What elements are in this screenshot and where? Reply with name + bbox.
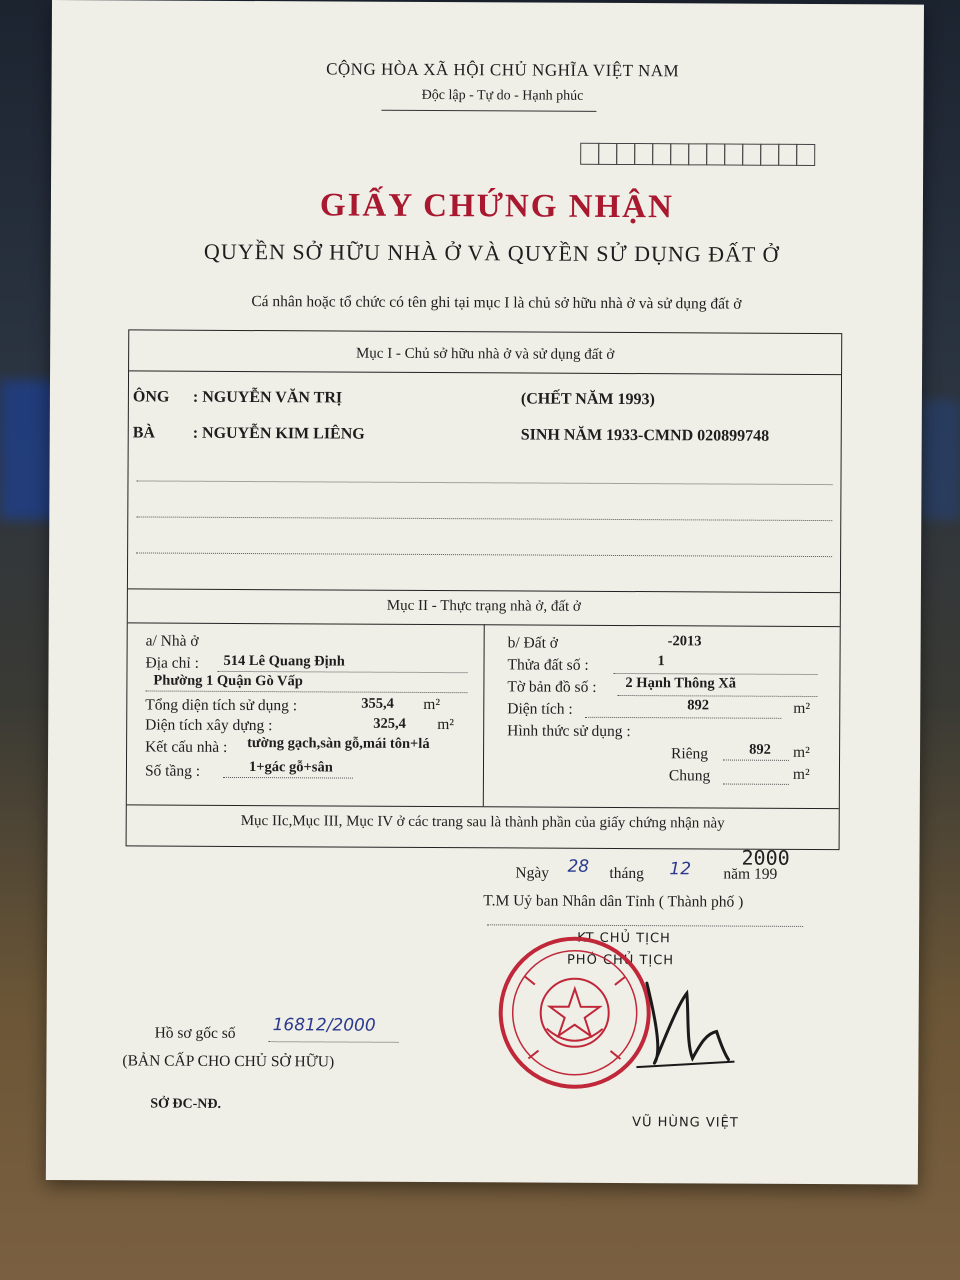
owner-2-title: BÀ	[132, 424, 156, 442]
handwritten-signature	[616, 963, 737, 1074]
usage-label: Hình thức sử dụng :	[507, 722, 631, 741]
certificate-subtitle: QUYỀN SỞ HỮU NHÀ Ở VÀ QUYỀN SỬ DỤNG ĐẤT Ở	[203, 238, 780, 267]
house-address-value-2: Phường 1 Quận Gò Vấp	[153, 672, 303, 690]
house-address-label: Địa chỉ :	[145, 654, 199, 672]
handwritten-year: 2000	[741, 845, 790, 870]
date-prefix: Ngày	[515, 864, 550, 882]
floors-dotline	[223, 777, 353, 779]
owner-blank-line-1	[136, 480, 832, 485]
section-1-heading: Mục I - Chủ sở hữu nhà ở và sử dụng đất ở	[355, 345, 615, 363]
lot-label: Thửa đất số :	[507, 656, 589, 674]
build-area-unit: m²	[437, 716, 454, 734]
map-label: Tờ bản đồ số :	[507, 678, 597, 696]
house-heading: a/ Nhà ở	[145, 632, 199, 650]
shared-label: Chung	[668, 767, 711, 785]
owner-blank-line-2	[136, 516, 832, 521]
section-2-heading: Mục II - Thực trạng nhà ở, đất ở	[386, 597, 581, 615]
structure-value: tường gạch,sàn gỗ,mái tôn+lá	[247, 735, 430, 752]
build-area-label: Diện tích xây dựng :	[145, 716, 273, 735]
certificate-title: GIẤY CHỨNG NHẬN	[319, 187, 674, 226]
total-area-label: Tổng diện tích sử dụng :	[145, 696, 298, 715]
shared-unit: m²	[792, 765, 810, 783]
signer-role-1: KT CHỦ TỊCH	[577, 930, 671, 947]
owner-2-name: : NGUYỄN KIM LIÊNG	[192, 424, 365, 443]
structure-label: Kết cấu nhà :	[145, 738, 228, 756]
owner-1-title: ÔNG	[132, 388, 170, 406]
continuation-note: Mục IIc,Mục III, Mục IV ở các trang sau là thành phần của giấy chứng nhận này	[240, 812, 725, 832]
land-area-unit: m²	[793, 699, 811, 717]
land-area-value: 892	[687, 697, 710, 714]
owner-1-note: (CHẾT NĂM 1993)	[520, 390, 655, 409]
total-area-unit: m²	[423, 695, 441, 714]
serial-number-boxes	[581, 143, 815, 166]
floors-label: Số tầng :	[144, 762, 201, 780]
private-unit: m²	[793, 743, 810, 761]
floors-value: 1+gác gỗ+sân	[248, 759, 333, 776]
private-value: 892	[749, 741, 771, 758]
private-dotline	[723, 760, 789, 761]
build-area-value: 325,4	[373, 715, 406, 732]
section-2-top-divider	[128, 588, 840, 593]
date-month: 12	[669, 859, 692, 880]
address-dotline-2	[145, 690, 467, 693]
issuing-authority: T.M Uỷ ban Nhân dân Tỉnh ( Thành phố )	[483, 892, 744, 911]
department-stamp: SỞ ĐC-NĐ.	[150, 1096, 222, 1112]
house-address-value: 514 Lê Quang Định	[223, 652, 345, 670]
copy-note: (BẢN CẤP CHO CHỦ SỞ HỮU)	[122, 1052, 335, 1071]
national-name: CỘNG HÒA XÃ HỘI CHỦ NGHĨA VIỆT NAM	[326, 59, 680, 81]
shared-dotline	[723, 784, 789, 785]
national-motto: Độc lập - Tự do - Hạnh phúc	[421, 87, 584, 104]
section-1-divider	[129, 370, 841, 375]
background-blue-object-right	[920, 400, 960, 520]
section-2-column-divider	[483, 624, 485, 806]
original-file-label: Hồ sơ gốc số	[154, 1024, 236, 1042]
owner-2-note: SINH NĂM 1933-CMND 020899748	[520, 426, 770, 445]
total-area-value: 355,4	[361, 695, 394, 712]
owner-blank-line-3	[136, 552, 832, 557]
date-year-label: năm 199	[723, 865, 778, 883]
land-area-label: Diện tích :	[507, 700, 573, 718]
land-area-dotline	[585, 717, 781, 719]
map-value: 2 Hạnh Thông Xã	[625, 675, 737, 692]
certificate-frame	[126, 329, 843, 850]
signer-role-2: PHÓ CHỦ TỊCH	[566, 952, 675, 969]
owner-1-name: : NGUYỄN VĂN TRỊ	[192, 388, 343, 407]
file-dotline	[269, 1041, 399, 1043]
certificate-paper	[46, 0, 924, 1185]
motto-underline	[381, 110, 596, 112]
date-day: 28	[567, 856, 590, 877]
private-label: Riêng	[671, 745, 709, 763]
land-heading: b/ Đất ở	[507, 634, 559, 652]
lot-value: 1	[657, 653, 665, 670]
certificate-intro: Cá nhân hoặc tổ chức có tên ghi tại mục I là chủ sở hữu nhà ở và sử dụng đất ở	[251, 293, 742, 313]
authority-dotline	[487, 924, 803, 927]
original-file-number: 16812/2000	[272, 1015, 376, 1036]
map-dotline	[617, 695, 817, 697]
date-month-label: tháng	[609, 864, 644, 883]
signer-name: VŨ HÙNG VIỆT	[632, 1115, 739, 1131]
land-heading-note: -2013	[667, 633, 702, 650]
